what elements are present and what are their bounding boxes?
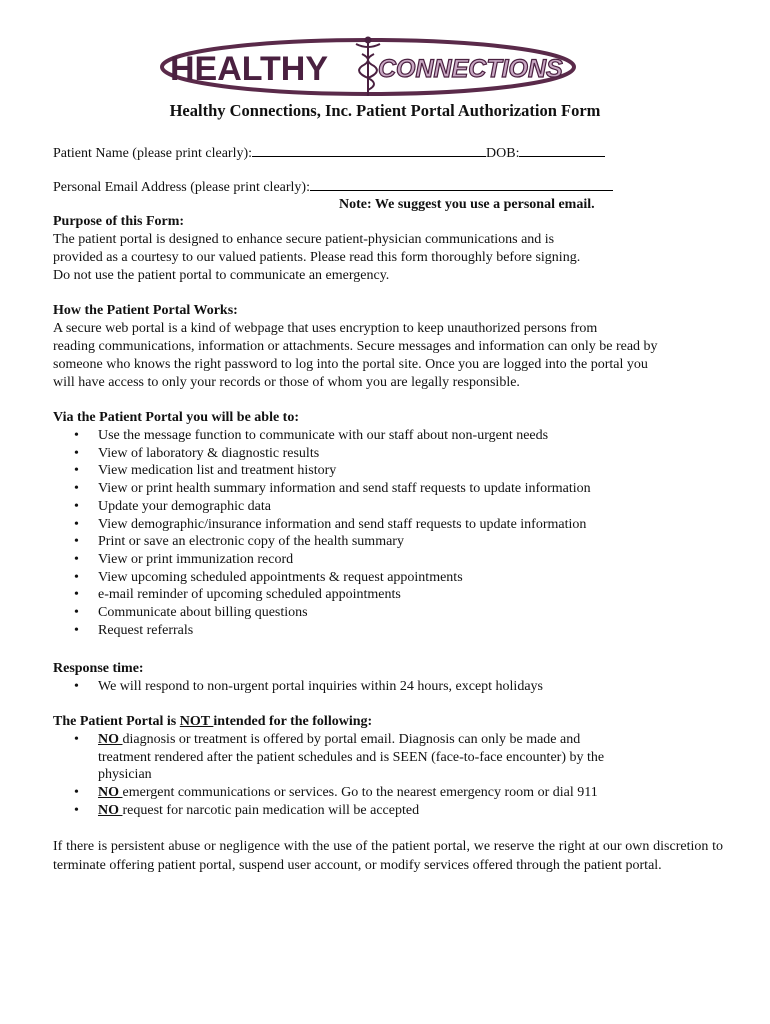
list-item-text: View or print health summary information and send staff requests to update information xyxy=(98,481,591,497)
list-item-text: View of laboratory & diagnostic results xyxy=(98,445,320,461)
list-item xyxy=(53,480,723,498)
via-heading: Via the Patient Portal you will be able to: xyxy=(53,410,300,425)
list-item xyxy=(53,802,723,820)
list-item-text: Request referrals xyxy=(98,622,194,638)
email-field[interactable] xyxy=(310,177,613,191)
list-item xyxy=(53,604,723,622)
list-item xyxy=(53,586,723,604)
list-item xyxy=(53,516,723,534)
feature-list xyxy=(53,427,723,639)
email-row xyxy=(53,177,613,196)
purpose-line: provided as a courtesy to our valued patients. Please read this form thoroughly before signing. xyxy=(53,250,581,265)
patient-name-field[interactable] xyxy=(252,143,486,157)
list-item-text: treatment rendered after the patient schedules and is SEEN (face-to-face encounter) by the xyxy=(98,749,605,765)
email-label: Personal Email Address (please print clearly): xyxy=(53,180,310,195)
patient-name-label: Patient Name (please print clearly): xyxy=(53,146,253,161)
response-section xyxy=(53,660,723,696)
list-item-text: View or print immunization record xyxy=(98,551,294,567)
bullet-icon: • xyxy=(74,428,79,443)
list-item xyxy=(53,498,723,516)
how-line: A secure web portal is a kind of webpage that uses encryption to keep unauthorized persons from xyxy=(53,321,598,336)
list-item xyxy=(53,784,723,802)
list-item-text: Update your demographic data xyxy=(98,498,271,514)
list-item-text: e-mail reminder of upcoming scheduled appointments xyxy=(98,587,401,603)
bullet-icon: • xyxy=(74,605,79,621)
purpose-line: Do not use the patient portal to communicate an emergency. xyxy=(53,268,390,283)
dob-field[interactable] xyxy=(519,143,605,157)
heading-text: intended for the following: xyxy=(213,714,373,729)
purpose-line: The patient portal is designed to enhance secure patient-physician communications and is xyxy=(53,232,555,247)
bullet-icon: • xyxy=(74,785,79,801)
list-item-text: emergent communications or services. Go to the nearest emergency room or dial 911 xyxy=(122,785,598,801)
list-item-text: We will respond to non-urgent portal inquiries within 24 hours, except holidays xyxy=(98,679,543,694)
how-section xyxy=(53,302,723,392)
list-item xyxy=(53,731,723,784)
bullet-icon: • xyxy=(74,481,79,497)
how-line: someone who knows the right password to log into the portal site. Once you are logged into the portal you xyxy=(53,357,648,372)
bullet-icon: • xyxy=(74,732,79,747)
list-item xyxy=(53,678,723,696)
bullet-icon: • xyxy=(74,587,79,603)
list-item-text: diagnosis or treatment is offered by portal email. Diagnosis can only be made and xyxy=(122,732,581,747)
list-item xyxy=(53,622,723,640)
not-intended-list xyxy=(53,731,723,820)
response-list xyxy=(53,678,723,696)
purpose-heading: Purpose of this Form: xyxy=(53,214,185,229)
bullet-icon: • xyxy=(74,802,79,818)
response-heading: Response time: xyxy=(53,661,144,676)
list-item-text: Print or save an electronic copy of the health summary xyxy=(98,534,404,550)
not-intended-section xyxy=(53,713,723,820)
list-item xyxy=(53,569,723,587)
bullet-icon: • xyxy=(74,463,79,479)
bullet-icon: • xyxy=(74,445,79,461)
bullet-icon: • xyxy=(74,679,79,694)
bullet-icon: • xyxy=(74,498,79,514)
healthy-connections-logo xyxy=(160,36,580,98)
logo-word-connections: CONNECTIONS xyxy=(378,55,563,83)
no-label: NO xyxy=(98,732,123,747)
heading-text: The Patient Portal is xyxy=(53,714,180,729)
not-intended-heading xyxy=(53,713,723,731)
purpose-section xyxy=(53,213,723,285)
list-item-text: Communicate about billing questions xyxy=(98,605,308,621)
dob-label: DOB: xyxy=(486,146,520,161)
list-item-text: View upcoming scheduled appointments & request appointments xyxy=(98,569,463,585)
logo-word-healthy: HEALTHY xyxy=(170,50,329,88)
via-section xyxy=(53,409,723,639)
list-item xyxy=(53,462,723,480)
bullet-icon: • xyxy=(74,569,79,585)
list-item xyxy=(53,533,723,551)
list-item xyxy=(53,445,723,463)
no-label: NO xyxy=(98,802,123,818)
email-note: Note: We suggest you use a personal email. xyxy=(339,197,595,212)
list-item xyxy=(53,551,723,569)
list-item-text: View medication list and treatment history xyxy=(98,463,337,479)
list-item xyxy=(53,427,723,445)
patient-name-row xyxy=(53,143,605,162)
no-label: NO xyxy=(98,785,123,801)
how-heading: How the Patient Portal Works: xyxy=(53,303,238,318)
how-line: will have access to only your records or those of whom you are legally responsible. xyxy=(53,375,520,390)
heading-not: NOT xyxy=(179,714,214,729)
form-title: Healthy Connections, Inc. Patient Portal Authorization Form xyxy=(169,101,601,120)
bullet-icon: • xyxy=(74,551,79,567)
how-line: reading communications, information or attachments. Secure messages and information can only be read by xyxy=(53,339,658,354)
list-item-text: Use the message function to communicate with our staff about non-urgent needs xyxy=(98,428,549,443)
list-item-text: View demographic/insurance information and send staff requests to update information xyxy=(98,516,587,532)
list-item-text: request for narcotic pain medication will be accepted xyxy=(122,802,420,818)
bullet-icon: • xyxy=(74,534,79,550)
list-item-text: physician xyxy=(98,767,152,783)
bullet-icon: • xyxy=(74,622,79,638)
closing-paragraph: If there is persistent abuse or negligence with the use of the patient portal, we reserve the right at our own discretion to terminate offering patient portal, suspend user account, or modify services offered through the patient portal. xyxy=(53,839,723,873)
bullet-icon: • xyxy=(74,516,79,532)
